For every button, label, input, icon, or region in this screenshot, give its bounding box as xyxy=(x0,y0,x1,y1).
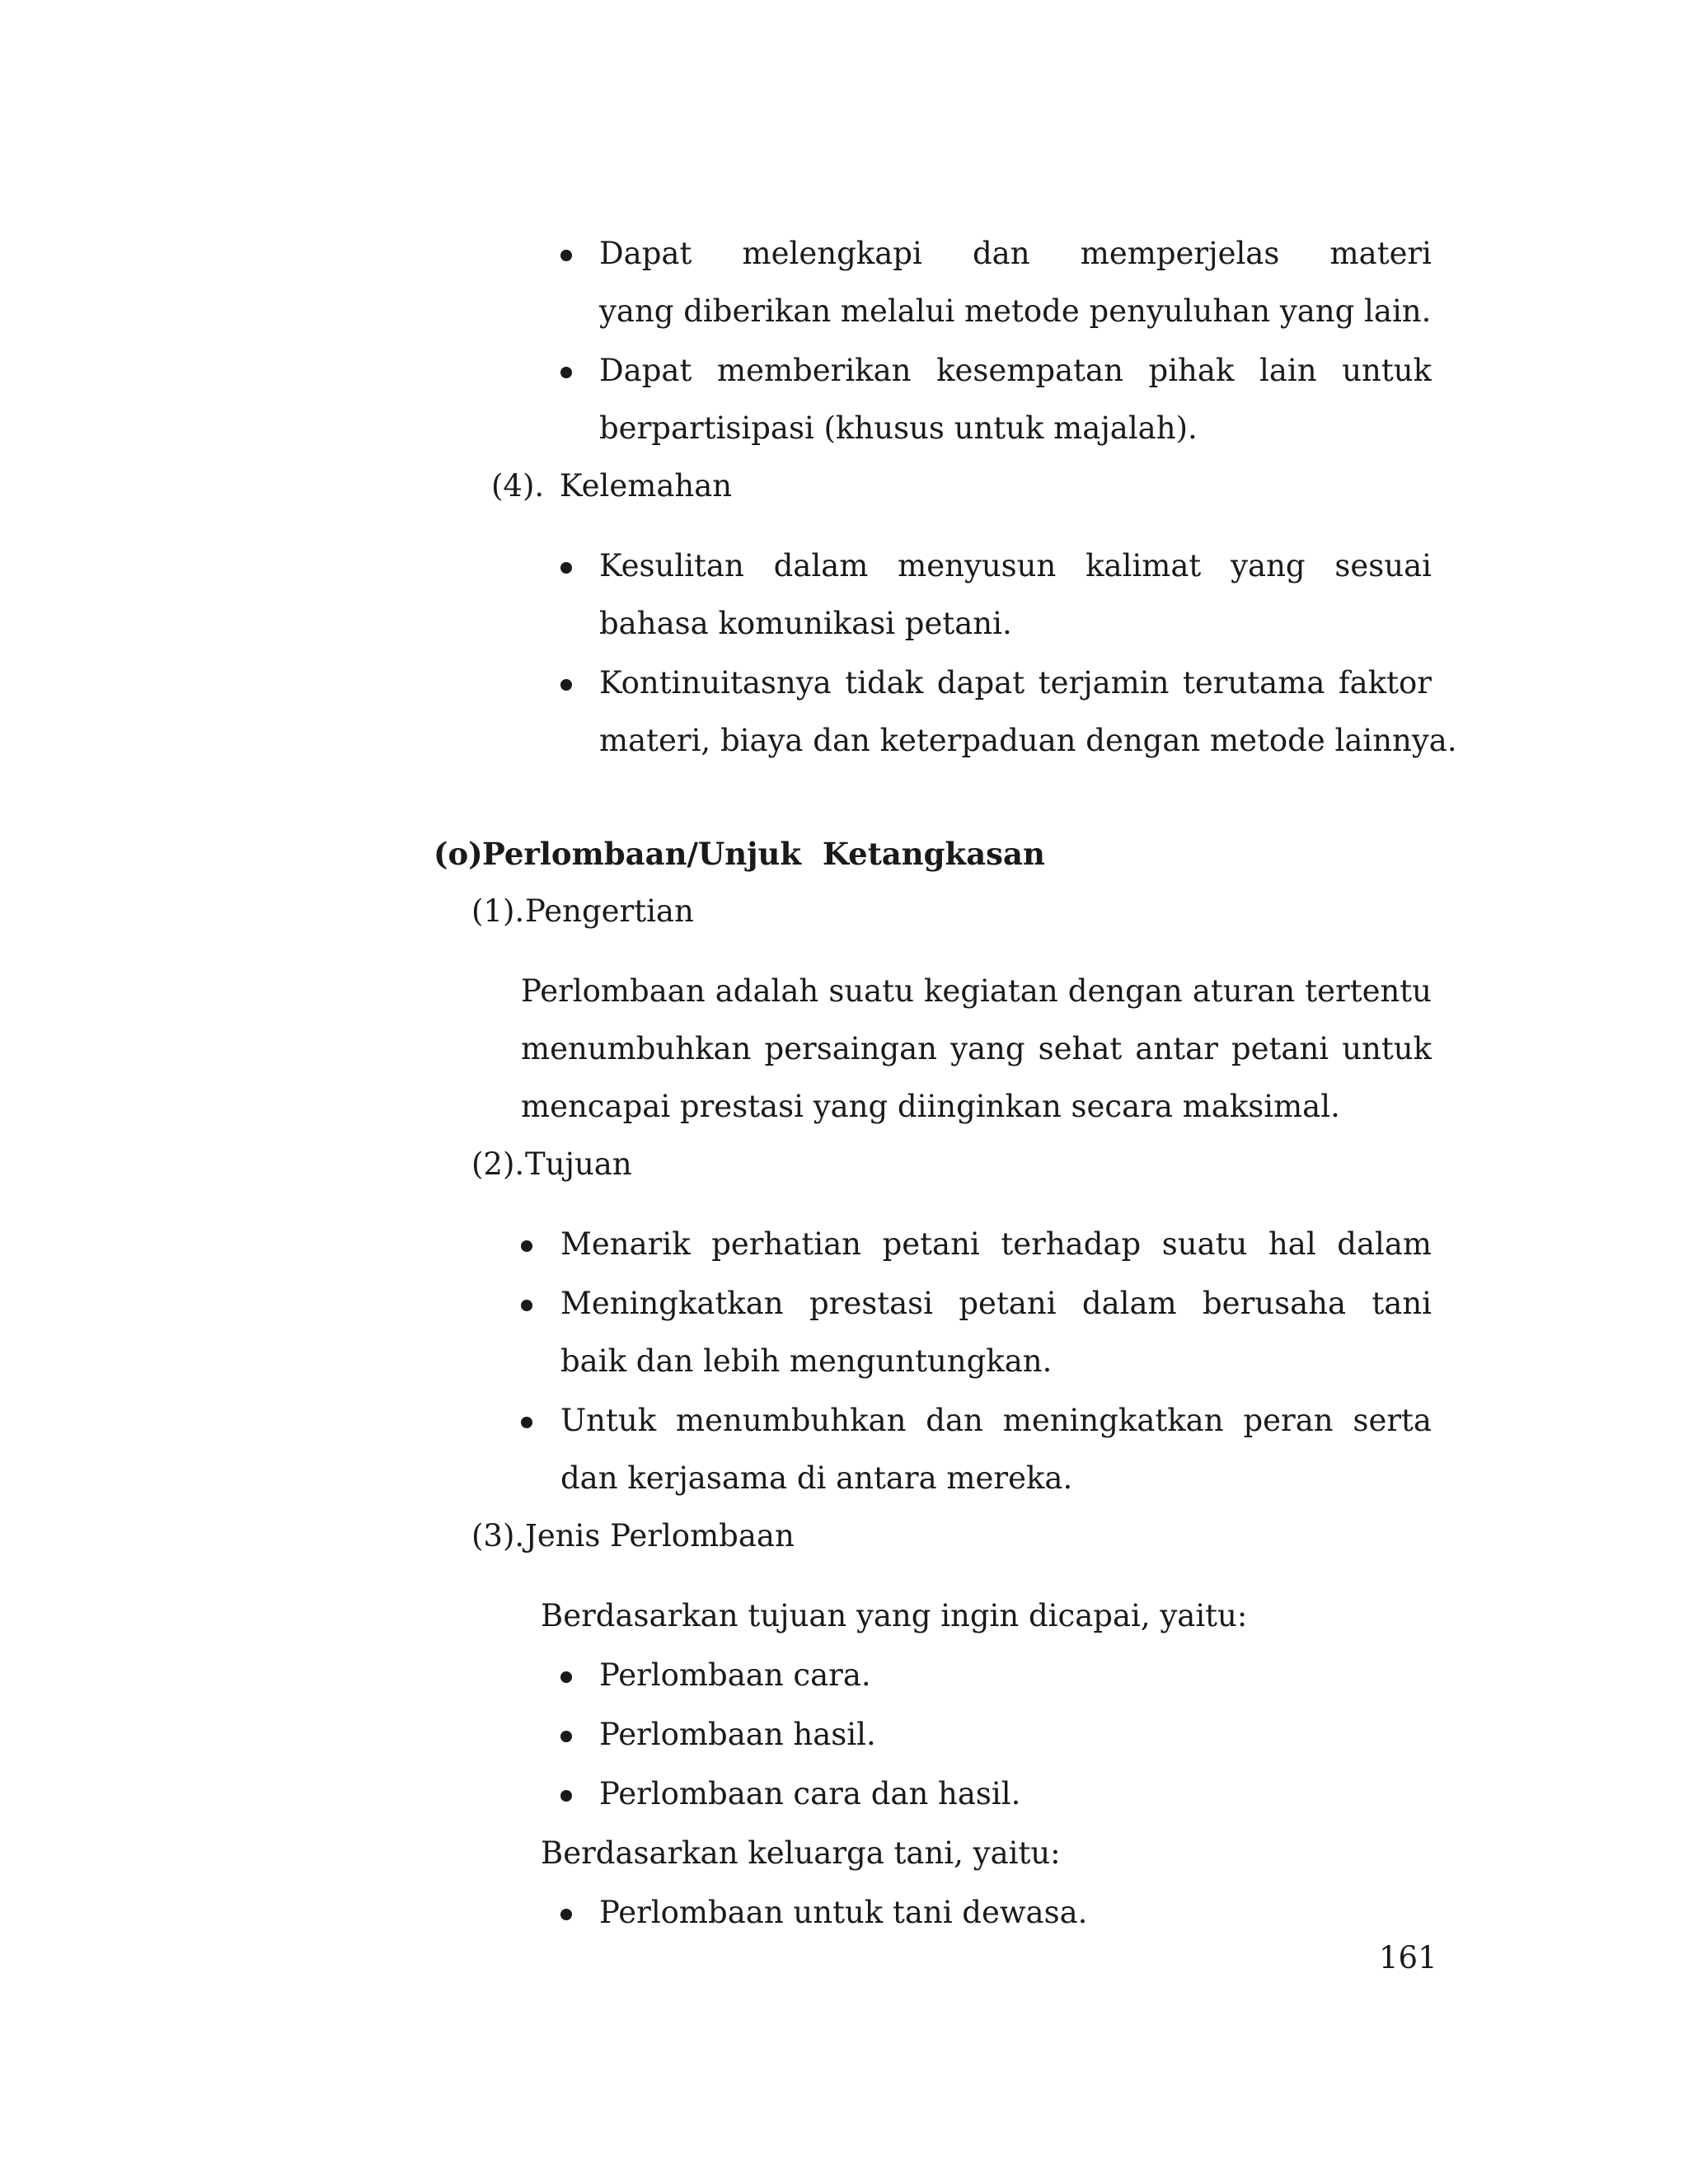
bullet-text-line: yang diberikan melalui metode penyuluhan yang lain. xyxy=(599,293,1432,329)
bullet-text-line: bahasa komunikasi petani. xyxy=(599,606,1012,641)
bullet-icon xyxy=(560,1731,572,1742)
bullet-icon xyxy=(560,679,572,691)
paragraph-line: Berdasarkan tujuan yang ingin dicapai, yaitu: xyxy=(541,1598,1248,1633)
subsection-heading: Jenis Perlombaan xyxy=(525,1518,795,1554)
bullet-icon xyxy=(521,1300,532,1311)
bullet-text-line: Meningkatkan prestasi petani dalam berusaha tani xyxy=(560,1286,1432,1321)
bullet-text-line: dan kerjasama di antara mereka. xyxy=(560,1460,1073,1496)
section-title: Perlombaan/Unjuk Ketangkasan xyxy=(482,836,1045,872)
paragraph-line: mencapai prestasi yang diinginkan secara maksimal. xyxy=(521,1089,1340,1124)
bullet-icon xyxy=(560,250,572,261)
bullet-text-line: Untuk menumbuhkan dan meningkatkan peran serta xyxy=(560,1403,1432,1438)
subsection-number: (1). xyxy=(471,893,525,929)
bullet-text-line: materi, biaya dan keterpaduan dengan metode lainnya. xyxy=(599,723,1457,758)
bullet-icon xyxy=(521,1417,532,1428)
bullet-icon xyxy=(560,1671,572,1683)
bullet-text-line: Kesulitan dalam menyusun kalimat yang sesuai xyxy=(599,548,1432,583)
page-number: 161 xyxy=(1379,1940,1437,1975)
list-item: Perlombaan cara dan hasil. xyxy=(599,1776,1021,1811)
bullet-icon xyxy=(560,1790,572,1802)
bullet-text-line: berpartisipasi (khusus untuk majalah). xyxy=(599,410,1198,446)
paragraph-line: menumbuhkan persaingan yang sehat antar petani untuk xyxy=(521,1031,1432,1066)
list-item: Perlombaan cara. xyxy=(599,1657,871,1693)
bullet-text-line: Dapat melengkapi dan memperjelas materi xyxy=(599,236,1432,271)
subsection-number: (3). xyxy=(471,1518,525,1554)
bullet-text-line: Kontinuitasnya tidak dapat terjamin terutama faktor xyxy=(599,665,1432,701)
subsection-number: (4). xyxy=(491,468,545,504)
bullet-text-line: Dapat memberikan kesempatan pihak lain untuk xyxy=(599,353,1432,388)
list-item: Perlombaan hasil. xyxy=(599,1717,876,1752)
paragraph-line: Berdasarkan keluarga tani, yaitu: xyxy=(541,1835,1061,1871)
list-item: Perlombaan untuk tani dewasa. xyxy=(599,1895,1088,1930)
bullet-text-line: baik dan lebih menguntungkan. xyxy=(560,1343,1053,1379)
subsection-number: (2). xyxy=(471,1146,525,1182)
bullet-icon xyxy=(560,562,572,574)
bullet-text-line: Menarik perhatian petani terhadap suatu hal dalam xyxy=(560,1226,1432,1262)
subsection-heading: Kelemahan xyxy=(560,468,733,504)
bullet-icon xyxy=(560,1909,572,1920)
subsection-heading: Pengertian xyxy=(525,893,694,929)
section-marker: (o) xyxy=(434,836,483,872)
subsection-heading: Tujuan xyxy=(525,1146,632,1182)
bullet-icon xyxy=(521,1240,532,1252)
bullet-icon xyxy=(560,367,572,378)
paragraph-line: Perlombaan adalah suatu kegiatan dengan aturan tertentu xyxy=(521,973,1432,1009)
